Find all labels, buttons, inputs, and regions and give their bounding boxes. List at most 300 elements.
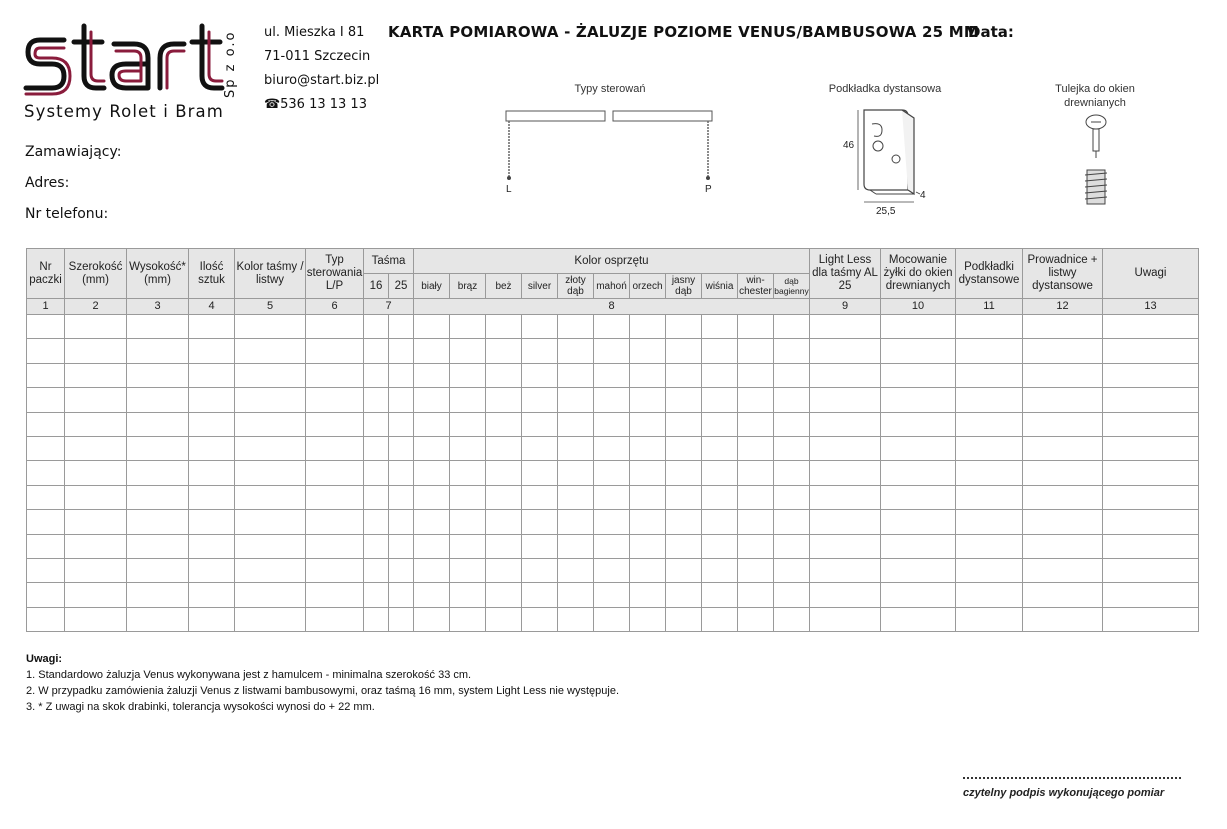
table-cell[interactable] — [630, 339, 666, 363]
table-cell[interactable] — [594, 534, 630, 558]
table-cell[interactable] — [235, 339, 306, 363]
table-cell[interactable] — [450, 363, 486, 387]
table-cell[interactable] — [956, 436, 1023, 460]
table-cell[interactable] — [956, 607, 1023, 631]
table-cell[interactable] — [389, 388, 414, 412]
table-cell[interactable] — [522, 339, 558, 363]
table-cell[interactable] — [594, 436, 630, 460]
table-cell[interactable] — [738, 534, 774, 558]
table-cell[interactable] — [558, 412, 594, 436]
table-cell[interactable] — [630, 510, 666, 534]
table-cell[interactable] — [594, 363, 630, 387]
table-cell[interactable] — [774, 583, 810, 607]
table-cell[interactable] — [235, 607, 306, 631]
table-cell[interactable] — [630, 436, 666, 460]
table-cell[interactable] — [666, 388, 702, 412]
table-cell[interactable] — [881, 363, 956, 387]
table-cell[interactable] — [1023, 534, 1103, 558]
table-cell[interactable] — [306, 315, 364, 339]
table-cell[interactable] — [65, 558, 127, 582]
table-cell[interactable] — [810, 534, 881, 558]
table-cell[interactable] — [522, 412, 558, 436]
table-cell[interactable] — [956, 510, 1023, 534]
table-cell[interactable] — [738, 485, 774, 509]
table-cell[interactable] — [738, 315, 774, 339]
table-cell[interactable] — [594, 607, 630, 631]
table-cell[interactable] — [306, 558, 364, 582]
table-cell[interactable] — [27, 461, 65, 485]
table-cell[interactable] — [810, 607, 881, 631]
table-cell[interactable] — [486, 558, 522, 582]
table-cell[interactable] — [956, 485, 1023, 509]
table-cell[interactable] — [27, 315, 65, 339]
table-cell[interactable] — [364, 388, 389, 412]
table-cell[interactable] — [558, 534, 594, 558]
table-cell[interactable] — [414, 534, 450, 558]
table-cell[interactable] — [666, 412, 702, 436]
table-cell[interactable] — [486, 339, 522, 363]
table-cell[interactable] — [364, 558, 389, 582]
table-cell[interactable] — [810, 558, 881, 582]
table-cell[interactable] — [189, 436, 235, 460]
table-cell[interactable] — [594, 388, 630, 412]
table-cell[interactable] — [630, 583, 666, 607]
table-cell[interactable] — [1023, 558, 1103, 582]
table-cell[interactable] — [522, 485, 558, 509]
table-cell[interactable] — [1023, 412, 1103, 436]
table-cell[interactable] — [27, 485, 65, 509]
table-cell[interactable] — [1103, 315, 1199, 339]
table-cell[interactable] — [881, 583, 956, 607]
table-cell[interactable] — [1023, 315, 1103, 339]
table-cell[interactable] — [127, 412, 189, 436]
table-cell[interactable] — [235, 315, 306, 339]
table-cell[interactable] — [881, 339, 956, 363]
table-cell[interactable] — [522, 607, 558, 631]
table-cell[interactable] — [189, 485, 235, 509]
table-cell[interactable] — [522, 315, 558, 339]
table-cell[interactable] — [956, 558, 1023, 582]
table-cell[interactable] — [364, 534, 389, 558]
table-cell[interactable] — [27, 339, 65, 363]
table-cell[interactable] — [127, 339, 189, 363]
table-cell[interactable] — [774, 412, 810, 436]
table-cell[interactable] — [486, 436, 522, 460]
table-cell[interactable] — [414, 363, 450, 387]
table-cell[interactable] — [1103, 363, 1199, 387]
table-cell[interactable] — [450, 607, 486, 631]
table-cell[interactable] — [65, 461, 127, 485]
table-cell[interactable] — [810, 315, 881, 339]
table-cell[interactable] — [414, 558, 450, 582]
table-cell[interactable] — [486, 461, 522, 485]
table-cell[interactable] — [235, 388, 306, 412]
table-cell[interactable] — [810, 461, 881, 485]
table-cell[interactable] — [364, 363, 389, 387]
table-cell[interactable] — [774, 436, 810, 460]
table-cell[interactable] — [306, 388, 364, 412]
table-cell[interactable] — [414, 339, 450, 363]
table-cell[interactable] — [594, 315, 630, 339]
table-cell[interactable] — [486, 363, 522, 387]
table-cell[interactable] — [702, 583, 738, 607]
table-cell[interactable] — [450, 461, 486, 485]
table-cell[interactable] — [364, 583, 389, 607]
table-cell[interactable] — [306, 607, 364, 631]
table-cell[interactable] — [956, 461, 1023, 485]
table-cell[interactable] — [65, 315, 127, 339]
table-cell[interactable] — [702, 339, 738, 363]
table-cell[interactable] — [65, 607, 127, 631]
table-cell[interactable] — [414, 436, 450, 460]
table-cell[interactable] — [810, 363, 881, 387]
table-cell[interactable] — [702, 388, 738, 412]
table-cell[interactable] — [235, 510, 306, 534]
table-cell[interactable] — [630, 363, 666, 387]
table-cell[interactable] — [630, 412, 666, 436]
table-cell[interactable] — [630, 485, 666, 509]
table-cell[interactable] — [189, 363, 235, 387]
table-cell[interactable] — [881, 558, 956, 582]
table-cell[interactable] — [486, 583, 522, 607]
table-cell[interactable] — [956, 315, 1023, 339]
table-cell[interactable] — [522, 461, 558, 485]
table-cell[interactable] — [774, 534, 810, 558]
table-cell[interactable] — [450, 388, 486, 412]
table-cell[interactable] — [389, 607, 414, 631]
table-cell[interactable] — [27, 388, 65, 412]
table-cell[interactable] — [956, 534, 1023, 558]
table-cell[interactable] — [414, 607, 450, 631]
table-cell[interactable] — [306, 339, 364, 363]
table-cell[interactable] — [881, 412, 956, 436]
table-cell[interactable] — [27, 436, 65, 460]
table-cell[interactable] — [738, 363, 774, 387]
table-cell[interactable] — [594, 485, 630, 509]
table-cell[interactable] — [235, 583, 306, 607]
table-cell[interactable] — [235, 412, 306, 436]
table-cell[interactable] — [189, 388, 235, 412]
table-cell[interactable] — [1103, 607, 1199, 631]
table-cell[interactable] — [486, 315, 522, 339]
table-cell[interactable] — [630, 607, 666, 631]
table-cell[interactable] — [127, 558, 189, 582]
table-cell[interactable] — [306, 510, 364, 534]
table-cell[interactable] — [702, 558, 738, 582]
table-cell[interactable] — [702, 436, 738, 460]
table-cell[interactable] — [364, 510, 389, 534]
table-cell[interactable] — [810, 510, 881, 534]
table-cell[interactable] — [738, 388, 774, 412]
table-cell[interactable] — [1103, 339, 1199, 363]
table-cell[interactable] — [486, 534, 522, 558]
table-cell[interactable] — [702, 412, 738, 436]
table-cell[interactable] — [189, 412, 235, 436]
table-cell[interactable] — [189, 558, 235, 582]
table-cell[interactable] — [450, 558, 486, 582]
table-cell[interactable] — [450, 412, 486, 436]
table-cell[interactable] — [127, 315, 189, 339]
table-cell[interactable] — [65, 363, 127, 387]
table-cell[interactable] — [881, 315, 956, 339]
table-cell[interactable] — [389, 534, 414, 558]
table-cell[interactable] — [389, 558, 414, 582]
table-cell[interactable] — [450, 485, 486, 509]
table-cell[interactable] — [450, 436, 486, 460]
table-cell[interactable] — [594, 412, 630, 436]
table-cell[interactable] — [594, 583, 630, 607]
table-cell[interactable] — [666, 461, 702, 485]
table-cell[interactable] — [27, 412, 65, 436]
table-cell[interactable] — [65, 583, 127, 607]
table-cell[interactable] — [594, 510, 630, 534]
table-cell[interactable] — [1103, 388, 1199, 412]
table-cell[interactable] — [702, 607, 738, 631]
table-cell[interactable] — [127, 607, 189, 631]
table-cell[interactable] — [65, 339, 127, 363]
table-cell[interactable] — [450, 583, 486, 607]
contact-email[interactable]: biuro@start.biz.pl — [264, 73, 380, 88]
table-cell[interactable] — [27, 534, 65, 558]
table-cell[interactable] — [774, 461, 810, 485]
table-cell[interactable] — [522, 363, 558, 387]
table-cell[interactable] — [522, 583, 558, 607]
table-cell[interactable] — [235, 363, 306, 387]
table-cell[interactable] — [1023, 607, 1103, 631]
table-cell[interactable] — [414, 412, 450, 436]
table-cell[interactable] — [127, 436, 189, 460]
table-cell[interactable] — [558, 363, 594, 387]
table-cell[interactable] — [666, 315, 702, 339]
table-cell[interactable] — [702, 315, 738, 339]
table-cell[interactable] — [666, 436, 702, 460]
table-cell[interactable] — [956, 583, 1023, 607]
table-cell[interactable] — [881, 485, 956, 509]
table-cell[interactable] — [127, 510, 189, 534]
table-cell[interactable] — [774, 558, 810, 582]
table-cell[interactable] — [630, 388, 666, 412]
table-cell[interactable] — [666, 363, 702, 387]
table-cell[interactable] — [881, 534, 956, 558]
table-cell[interactable] — [810, 485, 881, 509]
table-cell[interactable] — [774, 388, 810, 412]
table-cell[interactable] — [450, 510, 486, 534]
table-cell[interactable] — [1023, 436, 1103, 460]
table-cell[interactable] — [702, 510, 738, 534]
table-cell[interactable] — [1023, 388, 1103, 412]
table-cell[interactable] — [127, 534, 189, 558]
table-cell[interactable] — [774, 485, 810, 509]
table-cell[interactable] — [189, 583, 235, 607]
table-cell[interactable] — [389, 583, 414, 607]
table-cell[interactable] — [306, 583, 364, 607]
table-cell[interactable] — [956, 388, 1023, 412]
table-cell[interactable] — [1103, 412, 1199, 436]
table-cell[interactable] — [594, 461, 630, 485]
table-cell[interactable] — [364, 485, 389, 509]
table-cell[interactable] — [27, 363, 65, 387]
table-cell[interactable] — [738, 558, 774, 582]
table-cell[interactable] — [666, 583, 702, 607]
table-cell[interactable] — [738, 607, 774, 631]
table-cell[interactable] — [522, 388, 558, 412]
table-cell[interactable] — [881, 436, 956, 460]
table-cell[interactable] — [666, 607, 702, 631]
table-cell[interactable] — [738, 510, 774, 534]
table-cell[interactable] — [881, 607, 956, 631]
table-cell[interactable] — [486, 388, 522, 412]
table-cell[interactable] — [235, 436, 306, 460]
table-cell[interactable] — [306, 436, 364, 460]
table-cell[interactable] — [486, 412, 522, 436]
table-cell[interactable] — [65, 485, 127, 509]
table-cell[interactable] — [27, 583, 65, 607]
table-cell[interactable] — [414, 510, 450, 534]
table-cell[interactable] — [1103, 436, 1199, 460]
table-cell[interactable] — [630, 558, 666, 582]
table-cell[interactable] — [389, 315, 414, 339]
table-cell[interactable] — [630, 534, 666, 558]
table-cell[interactable] — [389, 485, 414, 509]
table-cell[interactable] — [810, 583, 881, 607]
table-cell[interactable] — [522, 534, 558, 558]
table-cell[interactable] — [65, 388, 127, 412]
table-cell[interactable] — [450, 315, 486, 339]
table-cell[interactable] — [1023, 510, 1103, 534]
table-cell[interactable] — [594, 339, 630, 363]
table-cell[interactable] — [450, 534, 486, 558]
table-cell[interactable] — [881, 510, 956, 534]
table-cell[interactable] — [65, 510, 127, 534]
table-cell[interactable] — [1103, 485, 1199, 509]
table-cell[interactable] — [810, 388, 881, 412]
table-cell[interactable] — [558, 436, 594, 460]
table-cell[interactable] — [127, 461, 189, 485]
table-cell[interactable] — [594, 558, 630, 582]
table-cell[interactable] — [414, 485, 450, 509]
table-cell[interactable] — [666, 558, 702, 582]
table-cell[interactable] — [450, 339, 486, 363]
table-cell[interactable] — [1103, 558, 1199, 582]
table-cell[interactable] — [414, 583, 450, 607]
table-cell[interactable] — [558, 558, 594, 582]
table-cell[interactable] — [881, 461, 956, 485]
table-cell[interactable] — [956, 363, 1023, 387]
table-cell[interactable] — [414, 461, 450, 485]
table-cell[interactable] — [127, 388, 189, 412]
table-cell[interactable] — [774, 339, 810, 363]
table-cell[interactable] — [306, 461, 364, 485]
table-cell[interactable] — [738, 412, 774, 436]
table-cell[interactable] — [27, 510, 65, 534]
table-cell[interactable] — [364, 339, 389, 363]
table-cell[interactable] — [1023, 339, 1103, 363]
table-cell[interactable] — [558, 461, 594, 485]
table-cell[interactable] — [666, 534, 702, 558]
table-cell[interactable] — [810, 436, 881, 460]
table-cell[interactable] — [364, 436, 389, 460]
table-cell[interactable] — [414, 388, 450, 412]
table-cell[interactable] — [738, 461, 774, 485]
table-cell[interactable] — [189, 510, 235, 534]
table-cell[interactable] — [702, 534, 738, 558]
table-cell[interactable] — [389, 510, 414, 534]
table-cell[interactable] — [1103, 510, 1199, 534]
table-cell[interactable] — [1023, 461, 1103, 485]
table-cell[interactable] — [486, 510, 522, 534]
table-cell[interactable] — [774, 363, 810, 387]
table-cell[interactable] — [306, 412, 364, 436]
table-cell[interactable] — [810, 412, 881, 436]
table-cell[interactable] — [306, 534, 364, 558]
table-cell[interactable] — [1023, 583, 1103, 607]
table-cell[interactable] — [389, 363, 414, 387]
table-cell[interactable] — [774, 315, 810, 339]
table-cell[interactable] — [1103, 583, 1199, 607]
table-cell[interactable] — [738, 436, 774, 460]
table-cell[interactable] — [389, 339, 414, 363]
table-cell[interactable] — [189, 607, 235, 631]
table-cell[interactable] — [235, 534, 306, 558]
table-cell[interactable] — [189, 534, 235, 558]
table-cell[interactable] — [389, 461, 414, 485]
table-cell[interactable] — [522, 558, 558, 582]
table-cell[interactable] — [27, 607, 65, 631]
table-cell[interactable] — [630, 461, 666, 485]
table-cell[interactable] — [364, 461, 389, 485]
table-cell[interactable] — [65, 436, 127, 460]
table-cell[interactable] — [702, 363, 738, 387]
table-cell[interactable] — [738, 583, 774, 607]
table-cell[interactable] — [558, 510, 594, 534]
table-cell[interactable] — [389, 412, 414, 436]
table-cell[interactable] — [666, 510, 702, 534]
table-cell[interactable] — [414, 315, 450, 339]
table-cell[interactable] — [558, 388, 594, 412]
table-cell[interactable] — [1023, 485, 1103, 509]
table-cell[interactable] — [774, 607, 810, 631]
table-cell[interactable] — [189, 461, 235, 485]
table-cell[interactable] — [306, 363, 364, 387]
table-cell[interactable] — [486, 607, 522, 631]
table-cell[interactable] — [956, 339, 1023, 363]
table-cell[interactable] — [881, 388, 956, 412]
table-cell[interactable] — [702, 485, 738, 509]
table-cell[interactable] — [364, 315, 389, 339]
table-cell[interactable] — [127, 583, 189, 607]
table-cell[interactable] — [702, 461, 738, 485]
table-cell[interactable] — [558, 485, 594, 509]
table-cell[interactable] — [189, 315, 235, 339]
table-cell[interactable] — [666, 339, 702, 363]
table-cell[interactable] — [127, 485, 189, 509]
table-cell[interactable] — [127, 363, 189, 387]
table-cell[interactable] — [810, 339, 881, 363]
table-cell[interactable] — [666, 485, 702, 509]
table-cell[interactable] — [738, 339, 774, 363]
table-cell[interactable] — [558, 315, 594, 339]
table-cell[interactable] — [27, 558, 65, 582]
table-cell[interactable] — [522, 510, 558, 534]
table-cell[interactable] — [1103, 534, 1199, 558]
table-cell[interactable] — [558, 339, 594, 363]
table-cell[interactable] — [486, 485, 522, 509]
table-cell[interactable] — [235, 485, 306, 509]
table-cell[interactable] — [558, 583, 594, 607]
table-cell[interactable] — [235, 558, 306, 582]
table-cell[interactable] — [558, 607, 594, 631]
table-cell[interactable] — [1023, 363, 1103, 387]
